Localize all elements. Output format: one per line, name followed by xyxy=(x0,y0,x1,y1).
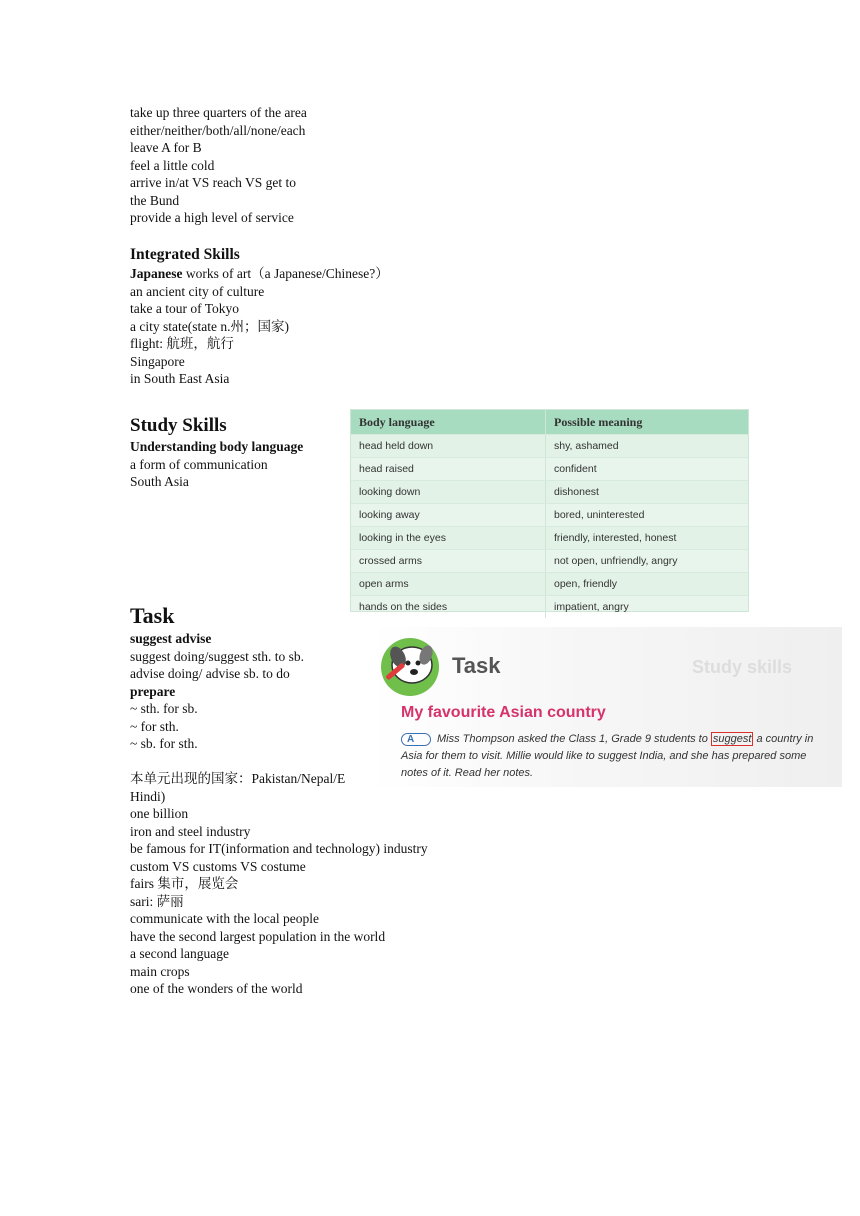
task-banner-title: Task xyxy=(452,653,501,678)
part-a-badge: A xyxy=(401,733,431,746)
vocab-line: a city state(state n.州；国家) xyxy=(130,318,289,334)
table-row xyxy=(351,549,748,572)
table-cell: confident xyxy=(545,458,748,480)
vocab-section-1 xyxy=(130,104,850,227)
vocab-line: ~ sb. for sth. xyxy=(130,736,198,751)
table-cell: hands on the sides xyxy=(359,601,448,613)
table-cell: head held down xyxy=(359,440,434,452)
vocab-line: fairs 集市，展览会 xyxy=(130,876,239,891)
table-cell: looking in the eyes xyxy=(359,532,446,544)
table-row xyxy=(351,572,748,595)
vocab-line: a form of communication xyxy=(130,456,268,472)
table-row xyxy=(351,457,748,480)
task-banner-image xyxy=(370,627,842,787)
study-skills-heading: Study Skills xyxy=(130,415,227,436)
vocab-line: an ancient city of culture xyxy=(130,283,265,299)
dog-mascot-icon xyxy=(376,631,444,699)
vocab-line: Hindi) xyxy=(130,788,166,804)
vocab-line: a second language xyxy=(130,946,229,961)
table-cell: open arms xyxy=(359,578,409,590)
vocab-line: one billion xyxy=(130,806,189,821)
vocab-line: 本单元出现的国家：Pakistan/Nepal/E xyxy=(130,771,346,786)
instruction-text: Miss Thompson asked the Class 1, Grade 9 students to xyxy=(437,733,711,745)
vocab-line: main crops xyxy=(130,963,190,979)
vocab-line: communicate with the local people xyxy=(130,911,319,926)
vocab-line: sari: 萨丽 xyxy=(130,893,184,909)
vocab-line: Singapore xyxy=(130,353,185,369)
task-banner-heading: My favourite Asian country xyxy=(401,704,606,721)
vocab-line: flight: 航班，航行 xyxy=(130,336,234,351)
table-cell: looking away xyxy=(359,509,420,521)
task-heading: Task xyxy=(130,603,175,628)
vocab-line xyxy=(130,265,850,283)
table-cell: not open, unfriendly, angry xyxy=(545,550,748,572)
vocab-line: leave A for B xyxy=(130,140,202,155)
term-rest: works of art（a Japanese/Chinese?） xyxy=(182,266,389,281)
vocab-line: South Asia xyxy=(130,474,189,489)
table-cell: looking down xyxy=(359,486,421,498)
task-subheading: suggest advise xyxy=(130,631,212,646)
vocab-line: one of the wonders of the world xyxy=(130,981,303,996)
countries-section xyxy=(130,770,850,998)
vocab-line: ~ sth. for sb. xyxy=(130,701,198,716)
table-header xyxy=(351,410,748,434)
highlighted-word: suggest xyxy=(712,733,752,745)
vocab-line: advise doing/ advise sb. to do xyxy=(130,666,290,681)
vocab-line: custom VS customs VS costume xyxy=(130,858,306,874)
task-banner-instructions xyxy=(401,731,831,782)
vocab-line: take a tour of Tokyo xyxy=(130,301,240,316)
vocab-line: iron and steel industry xyxy=(130,823,251,839)
table-cell: impatient, angry xyxy=(545,596,748,618)
table-row xyxy=(351,434,748,457)
table-cell: bored, uninterested xyxy=(545,504,748,526)
vocab-line: suggest doing/suggest sth. to sb. xyxy=(130,648,305,664)
vocab-line: have the second largest population in the world xyxy=(130,928,386,944)
body-language-table-image xyxy=(350,409,749,612)
header-body-language: Body language xyxy=(359,414,435,429)
task-subheading: prepare xyxy=(130,683,176,699)
table-row xyxy=(351,480,748,503)
vocab-line: feel a little cold xyxy=(130,157,215,173)
table-cell: crossed arms xyxy=(359,555,423,567)
faded-background-text: Study skills xyxy=(691,657,792,677)
integrated-skills-section xyxy=(130,245,850,388)
vocab-line: the Bund xyxy=(130,192,180,208)
vocab-line: in South East Asia xyxy=(130,371,230,386)
table-cell: dishonest xyxy=(545,481,748,503)
table-cell: open, friendly xyxy=(545,573,748,595)
table-cell: friendly, interested, honest xyxy=(545,527,748,549)
study-skills-subheading: Understanding body language xyxy=(130,439,304,454)
table-body xyxy=(351,434,748,618)
instruction-text: a country in Asia for them to visit. Millie would like to suggest India, and she has prepared some notes of it. Read her notes. xyxy=(401,733,814,779)
bold-term: Japanese xyxy=(130,266,183,281)
integrated-skills-heading: Integrated Skills xyxy=(130,246,240,263)
table-cell: head raised xyxy=(359,463,414,475)
vocab-line: be famous for IT(information and technology) industry xyxy=(130,841,428,856)
header-possible-meaning: Possible meaning xyxy=(545,410,748,434)
table-row xyxy=(351,503,748,526)
vocab-line: take up three quarters of the area xyxy=(130,105,307,120)
vocab-line: provide a high level of service xyxy=(130,210,294,225)
table-row xyxy=(351,526,748,549)
vocab-line: ~ for sth. xyxy=(130,718,179,734)
vocab-line: either/neither/both/all/none/each xyxy=(130,122,306,138)
vocab-line: arrive in/at VS reach VS get to xyxy=(130,175,296,190)
table-cell: shy, ashamed xyxy=(545,435,748,457)
